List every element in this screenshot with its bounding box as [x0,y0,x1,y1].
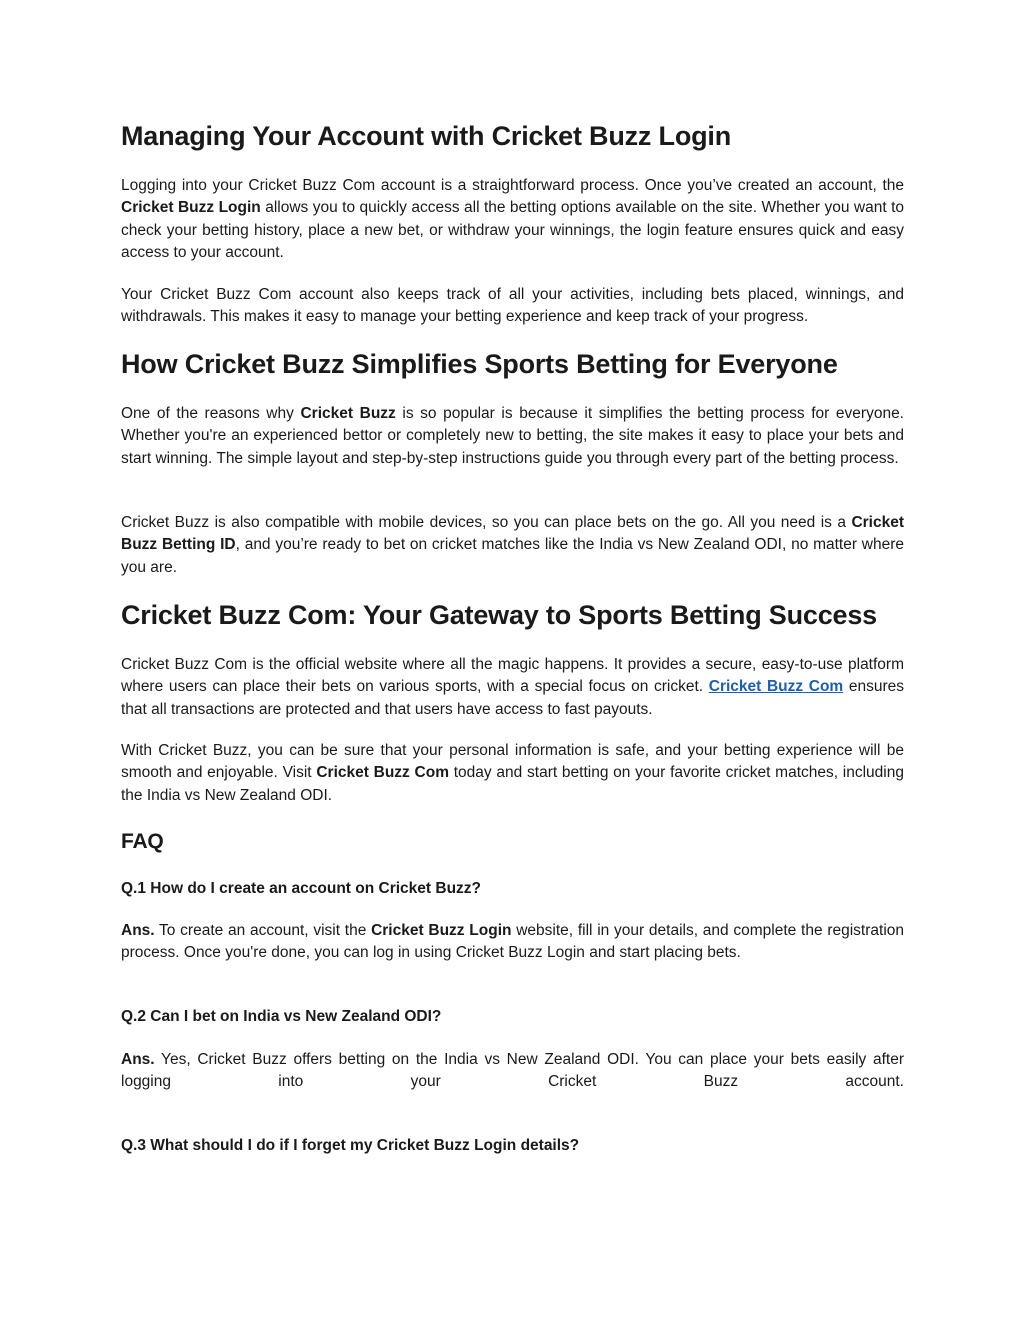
text: allows you to quickly access all the betting options available on the site. Whether you want to check your betting history, place a new bet, or withdraw your winnings, the login feature ensures quick and easy access to your account. [121,199,905,261]
text: , and you’re ready to bet on cricket matches like the India vs New Zealand ODI, no matter where you are. [121,536,905,576]
answer-label: Ans. [121,1051,155,1068]
gateway-paragraph-2 [121,740,904,807]
bold-keyword: Cricket Buzz Betting ID [121,514,904,554]
text: is so popular is because it simplifies the betting process for everyone. Whether you're an experienced bettor or completely new to betting, the site makes it easy to place your bets and start winning. The simple layout and step-by-step instructions guide you through every part of the betting process. [121,405,904,467]
faq-question-3: Q.3 What should I do if I forget my Cricket Buzz Login details? [121,1137,580,1154]
bold-keyword: Cricket Buzz Com [316,764,449,782]
text: To create an account, visit the [154,922,372,939]
faq-answer-1 [121,920,904,965]
text: Logging into your Cricket Buzz Com account is a straightforward process. Once you’ve created an account, the [121,177,904,194]
gateway-paragraph-1 [121,654,904,721]
text: today and start betting on your favorite cricket matches, including the India vs New Zealand ODI. [121,764,904,804]
simplifies-paragraph-1 [121,403,904,470]
text: ensures that all transactions are protected and that users have access to fast payouts. [121,678,905,718]
section-heading-account: Managing Your Account with Cricket Buzz Login [121,121,732,151]
text: website, fill in your details, and complete the registration process. Once you're done, you can log in using Cricket Buzz Login and start placing bets. [121,922,904,962]
faq-heading: FAQ [121,830,164,853]
bold-keyword: Cricket Buzz Login [121,199,261,217]
text: Yes, Cricket Buzz offers betting on the India vs New Zealand ODI. You can place your bets easily after logging into your Cricket Buzz account. [121,1051,904,1091]
cricket-buzz-com-link[interactable]: Cricket Buzz Com [708,678,844,696]
answer-label: Ans. [121,922,155,939]
bold-keyword: Cricket Buzz [300,405,396,422]
text: One of the reasons why [121,405,301,422]
faq-question-1: Q.1 How do I create an account on Cricket Buzz? [121,880,482,897]
section-heading-simplifies: How Cricket Buzz Simplifies Sports Betting for Everyone [121,349,838,379]
text: Cricket Buzz is also compatible with mobile devices, so you can place bets on the go. All you need is a [121,514,852,531]
faq-question-2: Q.2 Can I bet on India vs New Zealand ODI? [121,1008,442,1025]
text: With Cricket Buzz, you can be sure that your personal information is safe, and your betting experience will be smooth and enjoyable. Visit [121,742,904,782]
text: Cricket Buzz Com is the official website where all the magic happens. It provides a secure, easy-to-use platform where users can place their bets on various sports, with a special focus on cricket. [121,656,904,696]
simplifies-paragraph-2 [121,512,904,579]
faq-answer-2 [121,1049,904,1094]
account-paragraph-2: Your Cricket Buzz Com account also keeps track of all your activities, including bets placed, winnings, and withdrawals. This makes it easy to manage your betting experience and keep track of your progress. [121,286,904,326]
account-paragraph-1 [121,175,904,264]
section-heading-gateway: Cricket Buzz Com: Your Gateway to Sports Betting Success [121,600,877,630]
bold-keyword: Cricket Buzz Login [371,922,512,939]
